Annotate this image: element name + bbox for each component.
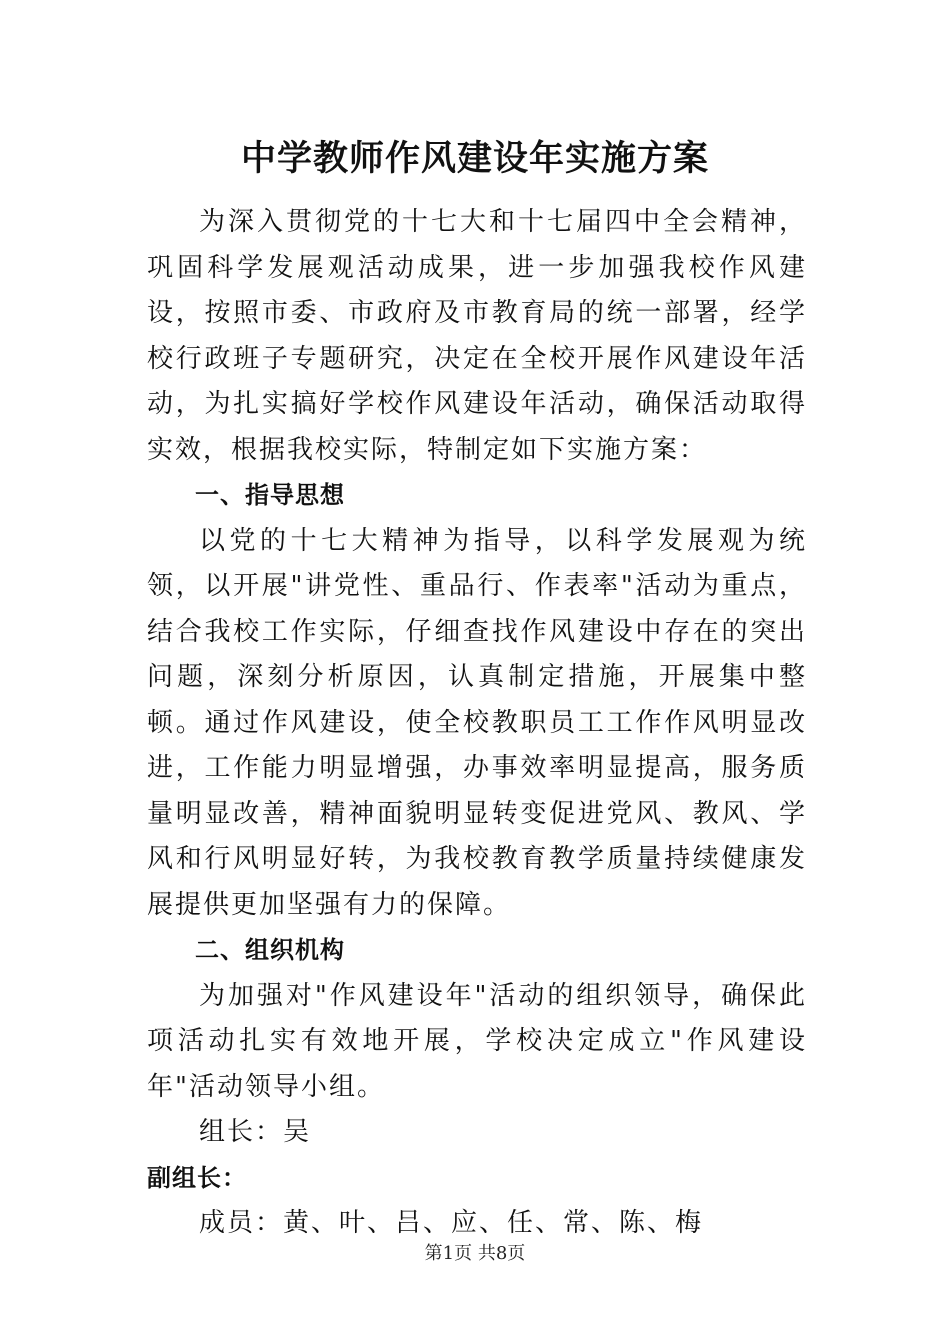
section-heading-guiding-ideology: 一、指导思想: [195, 481, 345, 509]
document-body: [147, 200, 807, 1247]
guiding-ideology-paragraph: 以党的十七大精神为指导，以科学发展观为统领，以开展"讲党性、重品行、作表率"活动为重点，结合我校工作实际，仔细查找作风建设中存在的突出问题，深刻分析原因，认真制定措施，开展集中整顿。通过作风建设，使全校教职员工工作作风明显改进，工作能力明显增强，办事效率明显提高，服务质量明显改善，精神面貌明显转变促进党风、教风、学风和行风明显好转，为我校教育教学质量持续健康发展提供更加坚强有力的保障。: [147, 525, 807, 920]
document-title: 中学教师作风建设年实施方案: [240, 139, 709, 179]
deputy-leader-line: 副组长：: [147, 1163, 247, 1192]
intro-paragraph: 为深入贯彻党的十七大和十七届四中全会精神，巩固科学发展观活动成果，进一步加强我校作风建设，按照市委、市政府及市教育局的统一部署，经学校行政班子专题研究，决定在全校开展作风建设年活动，为扎实搞好学校作风建设年活动，确保活动取得实效，根据我校实际，特制定如下实施方案：: [147, 207, 807, 465]
organization-paragraph: 为加强对"作风建设年"活动的组织领导，确保此项活动扎实有效地开展，学校决定成立"作风建设年"活动领导小组。: [147, 980, 807, 1102]
members-line: 成员：黄、叶、吕、应、任、常、陈、梅: [199, 1208, 704, 1238]
section-heading-organization: 二、组织机构: [195, 936, 345, 964]
page-footer: 第1页 共8页: [424, 1243, 526, 1264]
leader-line: 组长：吴: [199, 1117, 312, 1147]
